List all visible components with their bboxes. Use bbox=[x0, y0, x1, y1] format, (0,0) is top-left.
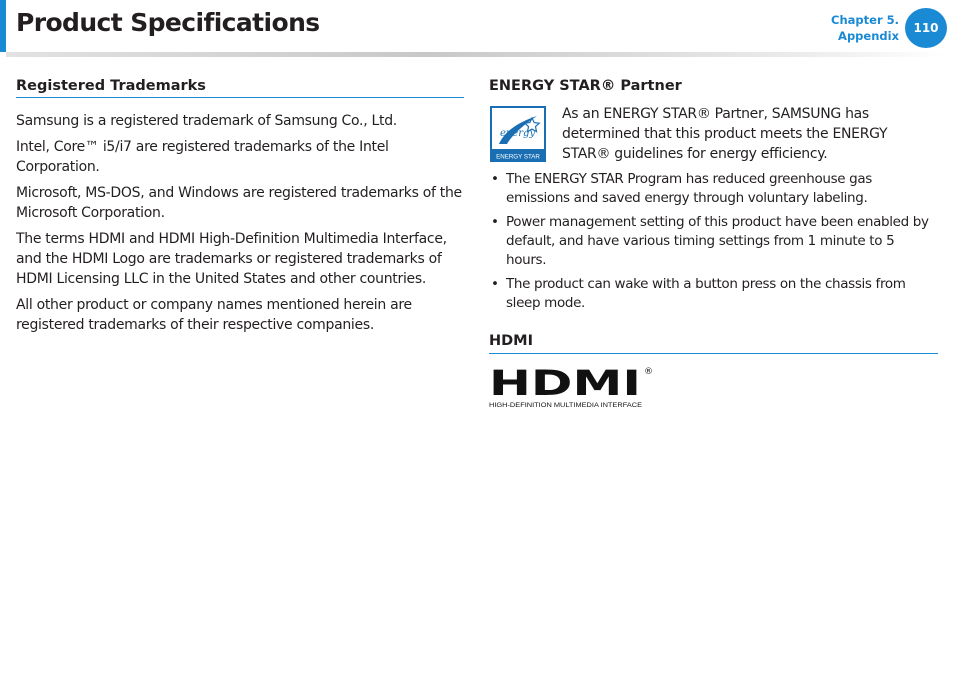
list-item bbox=[489, 275, 938, 313]
list-item bbox=[489, 213, 938, 270]
trademark-paragraph: Microsoft, MS-DOS, and Windows are registered trademarks of the Microsoft Corporation. bbox=[16, 185, 462, 221]
hdmi-section bbox=[489, 333, 938, 410]
page-number-badge: 110 bbox=[905, 8, 947, 48]
chapter-name: Appendix bbox=[838, 29, 899, 43]
energy-star-bullets bbox=[489, 170, 938, 313]
hdmi-logo-word: HDMI bbox=[489, 364, 641, 404]
trademark-paragraph: The terms HDMI and HDMI High-Definition Multimedia Interface, and the HDMI Logo are trademarks or registered trademarks of HDMI Licensing LLC in the United States and other countries. bbox=[16, 231, 447, 287]
energy-star-statement: As an ENERGY STAR® Partner, SAMSUNG has determined that this product meets the ENERGY STAR® guidelines for energy efficiency. bbox=[562, 106, 888, 162]
hdmi-logo-tagline: HIGH-DEFINITION MULTIMEDIA INTERFACE bbox=[489, 403, 642, 409]
hdmi-logo-registered-mark: ® bbox=[644, 367, 653, 377]
registered-trademarks-section bbox=[16, 78, 464, 335]
section-heading-trademarks: Registered Trademarks bbox=[16, 78, 206, 94]
energy-logo-label: ENERGY STAR bbox=[496, 153, 540, 161]
trademark-paragraph: Samsung is a registered trademark of Samsung Co., Ltd. bbox=[16, 113, 397, 129]
list-item-text: Power management setting of this product have been enabled by default, and have various timing settings from 1 minute to 5 hours. bbox=[506, 214, 929, 268]
energy-star-section bbox=[489, 78, 938, 313]
header-divider bbox=[6, 52, 946, 57]
section-heading-hdmi: HDMI bbox=[489, 333, 533, 349]
hdmi-logo-icon bbox=[489, 364, 659, 410]
list-item-text: The ENERGY STAR Program has reduced greenhouse gas emissions and saved energy through voluntary labeling. bbox=[506, 171, 872, 206]
page-title: Product Specifications bbox=[16, 8, 320, 37]
section-heading-energy-star: ENERGY STAR® Partner bbox=[489, 78, 682, 94]
bullet-icon: • bbox=[491, 171, 499, 187]
energy-logo-script: energy bbox=[500, 128, 536, 139]
right-column bbox=[489, 78, 938, 410]
energy-star-logo-icon bbox=[490, 106, 546, 162]
header-accent-bar bbox=[0, 0, 6, 52]
chapter-label bbox=[831, 12, 899, 44]
section-rule bbox=[16, 97, 464, 98]
trademark-paragraph: All other product or company names mentioned herein are registered trademarks of their respective companies. bbox=[16, 297, 412, 333]
trademark-paragraph: Intel, Core™ i5/i7 are registered trademarks of the Intel Corporation. bbox=[16, 139, 389, 175]
list-item bbox=[489, 170, 938, 208]
section-rule bbox=[489, 353, 938, 354]
chapter-number: Chapter 5. bbox=[831, 13, 899, 27]
list-item-text: The product can wake with a button press on the chassis from sleep mode. bbox=[506, 276, 906, 311]
energy-star-intro bbox=[489, 106, 938, 164]
bullet-icon: • bbox=[491, 276, 499, 292]
bullet-icon: • bbox=[491, 214, 499, 230]
